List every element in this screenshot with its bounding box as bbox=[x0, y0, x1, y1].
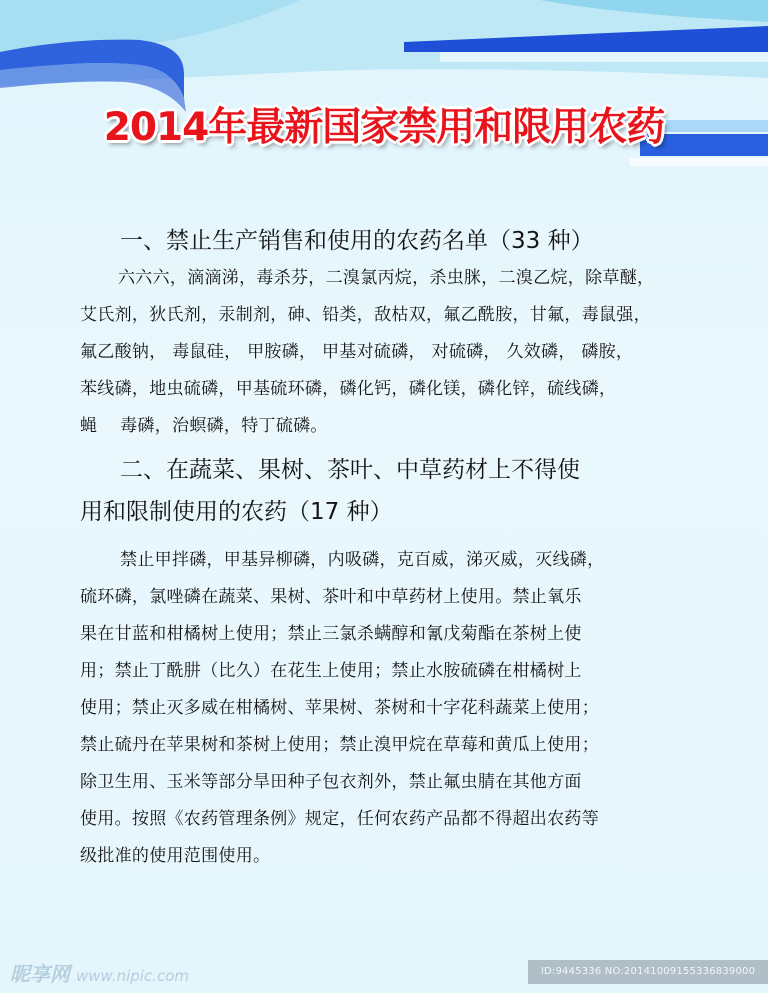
page-title: 2014年最新国家禁用和限用农药 bbox=[103, 105, 665, 150]
section-2-line: 禁止硫丹在苹果树和茶树上使用；禁止溴甲烷在草莓和黄瓜上使用； bbox=[80, 735, 599, 755]
watermark-brand: 昵享网 bbox=[10, 962, 70, 986]
section-1-heading: 一、禁止生产销售和使用的农药名单（33 种） bbox=[120, 228, 594, 254]
watermark bbox=[10, 958, 189, 987]
section-1-line: 氟乙酸钠， 毒鼠硅， 甲胺磷， 甲基对硫磷， 对硫磷， 久效磷， 磷胺， bbox=[80, 342, 634, 362]
section-2-line: 硫环磷，氯唑磷在蔬菜、果树、茶叶和中草药材上使用。禁止氧乐 bbox=[80, 587, 582, 607]
section-2-line: 禁止甲拌磷，甲基异柳磷，内吸磷，克百威，涕灭威，灭线磷， bbox=[120, 550, 605, 570]
section-2-line: 用；禁止丁酰肼（比久）在花生上使用；禁止水胺硫磷在柑橘树上 bbox=[80, 661, 582, 681]
section-1-body bbox=[80, 260, 692, 445]
section-1-line: 蝇 毒磷，治螟磷，特丁硫磷。 bbox=[80, 416, 328, 436]
section-2-line: 果在甘蓝和柑橘树上使用；禁止三氯杀螨醇和氰戊菊酯在茶树上使 bbox=[80, 624, 582, 644]
section-2-heading bbox=[80, 449, 700, 533]
section-2-line: 使用；禁止灭多威在柑橘树、苹果树、茶树和十字花科蔬菜上使用； bbox=[80, 698, 599, 718]
section-1-line: 苯线磷，地虫硫磷，甲基硫环磷，磷化钙，磷化镁，磷化锌，硫线磷， bbox=[80, 379, 617, 399]
section-2-line: 使用。按照《农药管理条例》规定，任何农药产品都不得超出农药等 bbox=[80, 809, 599, 829]
section-1-line: 六六六，滴滴涕，毒杀芬，二溴氯丙烷，杀虫脒，二溴乙烷，除草醚， bbox=[118, 268, 655, 288]
section-1-line: 艾氏剂，狄氏剂，汞制剂，砷、铅类，敌枯双，氟乙酰胺，甘氟，毒鼠强， bbox=[80, 305, 651, 325]
section-2-line: 级批准的使用范围使用。 bbox=[80, 846, 271, 866]
watermark-url: www.nipic.com bbox=[76, 967, 190, 985]
section-2-body bbox=[80, 542, 692, 875]
section-2-heading-line: 用和限制使用的农药（17 种） bbox=[80, 499, 393, 525]
section-2-heading-line: 二、在蔬菜、果树、茶叶、中草药材上不得使 bbox=[120, 457, 580, 483]
image-id-bar: ID:9445336 NO:20141009155336839000 bbox=[528, 960, 768, 984]
section-2-line: 除卫生用、玉米等部分旱田种子包衣剂外，禁止氟虫腈在其他方面 bbox=[80, 772, 582, 792]
